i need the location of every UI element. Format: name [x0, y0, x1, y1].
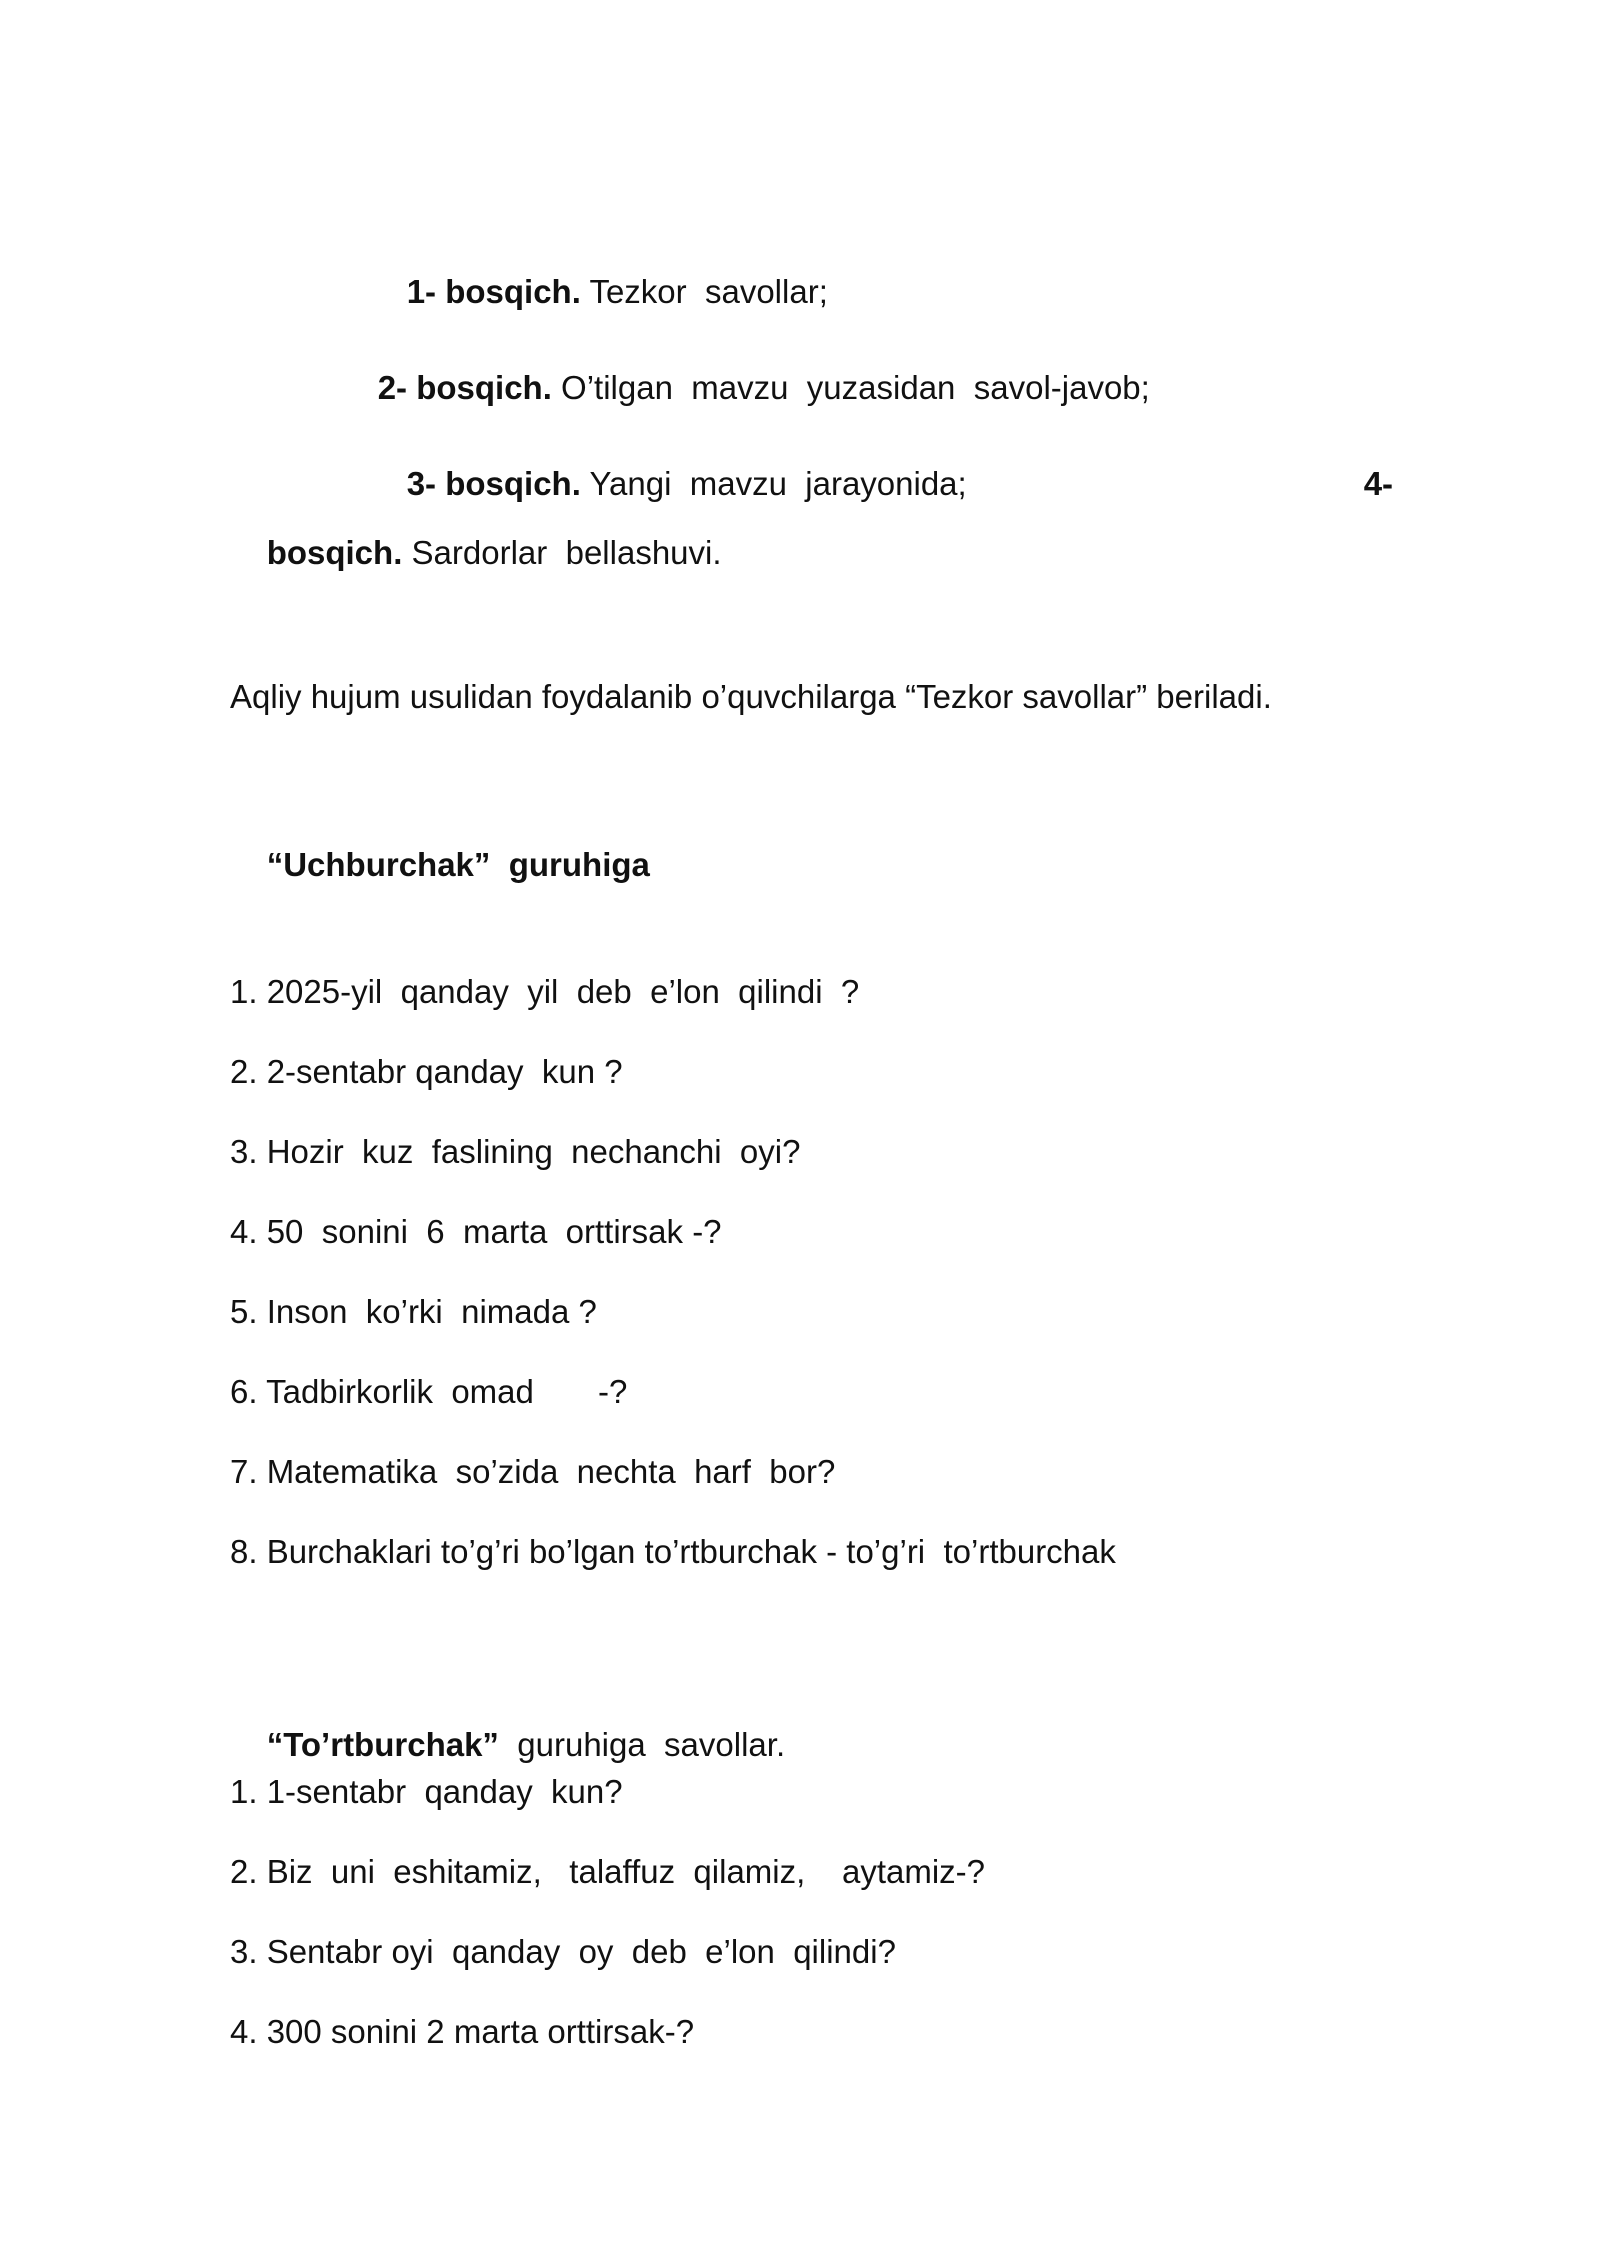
stage-1-line: [370, 242, 828, 341]
intro-paragraph: Aqliy hujum usulidan foydalanib o’quvchilarga “Tezkor savollar” beriladi.: [230, 678, 1272, 715]
stage-4-label-start: 4-: [1363, 465, 1394, 502]
list-item: 2. 2-sentabr qanday kun ?: [230, 1053, 623, 1090]
stage-2-line: [341, 338, 1150, 437]
group-1-heading: “Uchburchak” guruhiga: [266, 846, 650, 883]
list-item: 5. Inson ko’rki nimada ?: [230, 1293, 597, 1330]
stage-2-label: 2- bosqich.: [377, 369, 552, 406]
group-2-heading: “To’rtburchak” guruhiga savollar.: [266, 1726, 786, 1763]
list-item: 8. Burchaklari to’g’ri bo’lgan to’rtburchak - to’g’ri to’rtburchak: [230, 1533, 1116, 1570]
stage-3-text: Yangi mavzu jarayonida;: [580, 465, 967, 502]
stage-1-text: Tezkor savollar;: [580, 273, 828, 310]
list-item: 4. 300 sonini 2 marta orttirsak-?: [230, 2013, 695, 2050]
list-item: 2. Biz uni eshitamiz, talaffuz qilamiz, aytamiz-?: [230, 1853, 986, 1890]
stage-1-label: 1- bosqich.: [406, 273, 581, 310]
stage-4-text: Sardorlar bellashuvi.: [402, 534, 722, 571]
list-item: 6. Tadbirkorlik omad -?: [230, 1373, 628, 1410]
list-item: 3. Hozir kuz faslining nechanchi oyi?: [230, 1133, 801, 1170]
stage-3-label: 3- bosqich.: [406, 465, 581, 502]
list-item: 1. 1-sentabr qanday kun?: [230, 1773, 623, 1810]
list-item: 4. 50 sonini 6 marta orttirsak -?: [230, 1213, 722, 1250]
list-item: 1. 2025-yil qanday yil deb e’lon qilindi ?: [230, 973, 860, 1010]
list-item: 3. Sentabr oyi qanday oy deb e’lon qilindi?: [230, 1933, 896, 1970]
list-item: 7. Matematika so’zida nechta harf bor?: [230, 1453, 836, 1490]
stage-4-label: bosqich.: [266, 534, 403, 571]
stage-4-line: [230, 503, 722, 602]
stage-2-text: O’tilgan mavzu yuzasidan savol-javob;: [551, 369, 1150, 406]
